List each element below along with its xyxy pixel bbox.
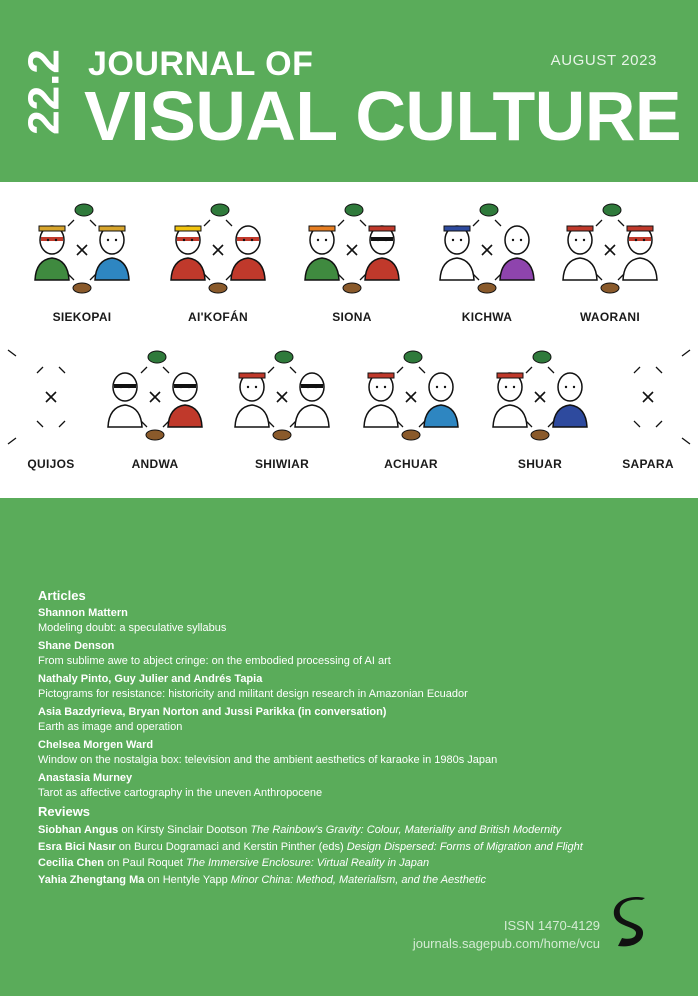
article-title: Modeling doubt: a speculative syllabus (38, 622, 227, 634)
pictogram-body (108, 405, 142, 427)
reviewer-name: Siobhan Angus (38, 824, 119, 836)
pictogram-body (168, 405, 202, 427)
sage-s-logo-icon (612, 896, 650, 952)
pictogram-body (440, 258, 474, 280)
pictogram-object (273, 430, 291, 440)
reviewer-name: Yahia Zhengtang Ma (38, 873, 145, 886)
pictogram-object (480, 204, 498, 216)
pictogram-eye (520, 239, 522, 241)
pictogram-eye (460, 239, 462, 241)
pictogram-object (533, 351, 551, 363)
article-author: Anastasia Murney (38, 772, 133, 784)
pictogram-headband (309, 226, 335, 231)
pictogram-facepaint (301, 384, 323, 388)
review-item (38, 822, 678, 839)
nation-label: SHUAR (517, 457, 563, 471)
nation-label: WAORANI (579, 310, 641, 324)
pictogram-object (402, 430, 420, 440)
article-title: From sublime awe to abject cringe: on the embodied processing of AI art (38, 655, 391, 667)
journal-of-label: JOURNAL OF (88, 45, 314, 83)
pictogram-eye (384, 386, 386, 388)
issue-number (14, 42, 74, 142)
pictogram-object (601, 283, 619, 293)
pictogram-body (95, 258, 129, 280)
pictogram-eye (128, 386, 130, 388)
issn-number: ISSN 1470-4129 (503, 918, 600, 933)
pictogram-eye (243, 239, 245, 241)
article-author: Chelsea Morgen Ward (38, 739, 154, 751)
pictogram-eye (575, 239, 577, 241)
pictogram-eye (436, 386, 438, 388)
pictogram-cross (643, 392, 653, 402)
pictogram-eye (315, 386, 317, 388)
reviewed-work: The Immersive Enclosure: Virtual Reality in Japan (185, 857, 430, 869)
review-item (38, 839, 678, 856)
article-author: Shane Denson (38, 640, 115, 652)
pictogram-object (531, 430, 549, 440)
pictogram-facepaint (114, 384, 136, 388)
pictogram-headband (497, 373, 523, 378)
pictogram-headband (239, 373, 265, 378)
pictogram-body (500, 258, 534, 280)
nation-label: ACHUAR (384, 457, 438, 471)
pictogram-eye (565, 386, 567, 388)
pictogram-body (295, 405, 329, 427)
pictogram-eye (255, 386, 257, 388)
pictogram-headband (39, 226, 65, 231)
journal-title: VISUAL CULTURE (84, 77, 682, 155)
pictogram-eye (635, 239, 637, 241)
pictogram-head (429, 373, 453, 401)
pictogram-facepaint (371, 237, 393, 241)
pictogram-body (623, 258, 657, 280)
pictogram-headband (175, 226, 201, 231)
pictogram-eye (505, 386, 507, 388)
pictogram-object (73, 283, 91, 293)
pictogram-facepaint (174, 384, 196, 388)
pictogram-body (364, 405, 398, 427)
reviewer-name: Esra Bici Nasır (38, 840, 116, 853)
pictogram-eye (120, 386, 122, 388)
review-on: on Burcu Dogramaci and Kerstin Pinther (eds) (115, 840, 347, 853)
pictogram-body (424, 405, 458, 427)
pictogram-cross (46, 392, 56, 402)
article-title: Window on the nostalgia box: television and the ambient aesthetics of karaoke in 1980s Japan (38, 754, 498, 766)
pictogram-eye (180, 386, 182, 388)
pictogram-head (558, 373, 582, 401)
nation-label: KICHWA (461, 310, 513, 324)
pictogram-illustration (0, 182, 698, 498)
pictogram-eye (583, 239, 585, 241)
pictogram-object (146, 430, 164, 440)
pictogram-eye (643, 239, 645, 241)
pictogram-eye (317, 239, 319, 241)
article-author: Asia Bazdyrieva, Bryan Norton and Jussi Parikka (in conversation) (38, 706, 387, 718)
pictogram-body (553, 405, 587, 427)
reviewer-name: Cecilia Chen (38, 857, 105, 869)
review-on: on Hentyle Yapp (144, 873, 231, 886)
pictogram-cross (213, 245, 223, 255)
article-title: Pictograms for resistance: historicity and militant design research in Amazonian Ecuador (38, 688, 468, 700)
pictogram-band (0, 182, 698, 498)
nation-label: AI'KOFÁN (188, 310, 248, 324)
pictogram-headband (444, 226, 470, 231)
issue-date: AUGUST 2023 (550, 52, 657, 69)
cover-header (0, 0, 698, 182)
review-on: on Kirsty Sinclair Dootson (118, 824, 251, 836)
nation-label: SAPARA (622, 457, 674, 471)
pictogram-object (211, 204, 229, 216)
pictogram-cross (77, 245, 87, 255)
reviewed-work: Design Dispersed: Forms of Migration and Flight (346, 840, 583, 853)
reviewed-work: The Rainbow's Gravity: Colour, Materiality and British Modernity (250, 824, 562, 836)
review-on: on Paul Roquet (104, 857, 186, 869)
review-item (38, 855, 678, 872)
pictogram-cross (277, 392, 287, 402)
pictogram-headband (99, 226, 125, 231)
pictogram-eye (385, 239, 387, 241)
pictogram-body (35, 258, 69, 280)
article-author: Shannon Mattern (38, 607, 128, 619)
nation-label: SIEKOPAI (52, 310, 112, 324)
pictogram-headband (567, 226, 593, 231)
pictogram-facepaint (41, 237, 63, 241)
table-of-contents (38, 588, 678, 888)
pictogram-eye (376, 386, 378, 388)
pictogram-eye (247, 386, 249, 388)
article-title: Earth as image and operation (38, 721, 183, 733)
articles-list (38, 606, 678, 801)
pictogram-facepaint (237, 237, 259, 241)
pictogram-body (365, 258, 399, 280)
pictogram-cross (482, 245, 492, 255)
pictogram-head (505, 226, 529, 254)
nation-label: SHIWIAR (254, 457, 310, 471)
pictogram-eye (573, 386, 575, 388)
pictogram-object (148, 351, 166, 363)
nation-label: SIONA (332, 310, 372, 324)
pictogram-eye (444, 386, 446, 388)
pictogram-eye (452, 239, 454, 241)
pictogram-facepaint (629, 237, 651, 241)
pictogram-object (343, 283, 361, 293)
pictogram-eye (513, 386, 515, 388)
pictogram-object (404, 351, 422, 363)
pictogram-object (345, 204, 363, 216)
pictogram-ticks (8, 350, 690, 444)
pictogram-facepaint (177, 237, 199, 241)
pictogram-cross (605, 245, 615, 255)
reviews-list (38, 822, 678, 888)
pictogram-cross (150, 392, 160, 402)
pictogram-body (305, 258, 339, 280)
pictogram-eye (251, 239, 253, 241)
journal-url[interactable]: journals.sagepub.com/home/vcu (412, 936, 600, 951)
pictogram-eye (115, 239, 117, 241)
pictogram-headband (369, 226, 395, 231)
pictogram-eye (191, 239, 193, 241)
articles-heading: Articles (38, 588, 86, 603)
pictogram-eye (188, 386, 190, 388)
pictogram-body (171, 258, 205, 280)
pictogram-object (275, 351, 293, 363)
pictogram-body (231, 258, 265, 280)
review-item (38, 872, 678, 889)
pictogram-headband (627, 226, 653, 231)
pictogram-eye (377, 239, 379, 241)
pictogram-eye (183, 239, 185, 241)
pictogram-eye (107, 239, 109, 241)
pictogram-eye (307, 386, 309, 388)
nation-label: ANDWA (131, 457, 179, 471)
pictogram-headband (368, 373, 394, 378)
pictogram-body (235, 405, 269, 427)
nation-label: QUIJOS (27, 457, 75, 471)
pictogram-body (493, 405, 527, 427)
pictogram-object (603, 204, 621, 216)
pictogram-eye (512, 239, 514, 241)
pictogram-object (478, 283, 496, 293)
pictogram-object (209, 283, 227, 293)
pictogram-eye (47, 239, 49, 241)
pictogram-cross (406, 392, 416, 402)
pictogram-eye (55, 239, 57, 241)
reviewed-work: Minor China: Method, Materialism, and the Aesthetic (230, 873, 486, 886)
pictogram-object (75, 204, 93, 216)
reviews-heading: Reviews (38, 804, 91, 819)
pictogram-cross (347, 245, 357, 255)
pictogram-eye (325, 239, 327, 241)
pictogram-cross (535, 392, 545, 402)
pictogram-body (563, 258, 597, 280)
article-author: Nathaly Pinto, Guy Julier and Andrés Tapia (38, 673, 263, 685)
article-title: Tarot as affective cartography in the uneven Anthropocene (38, 787, 323, 799)
issue-number-text: 22.2 (19, 49, 69, 135)
